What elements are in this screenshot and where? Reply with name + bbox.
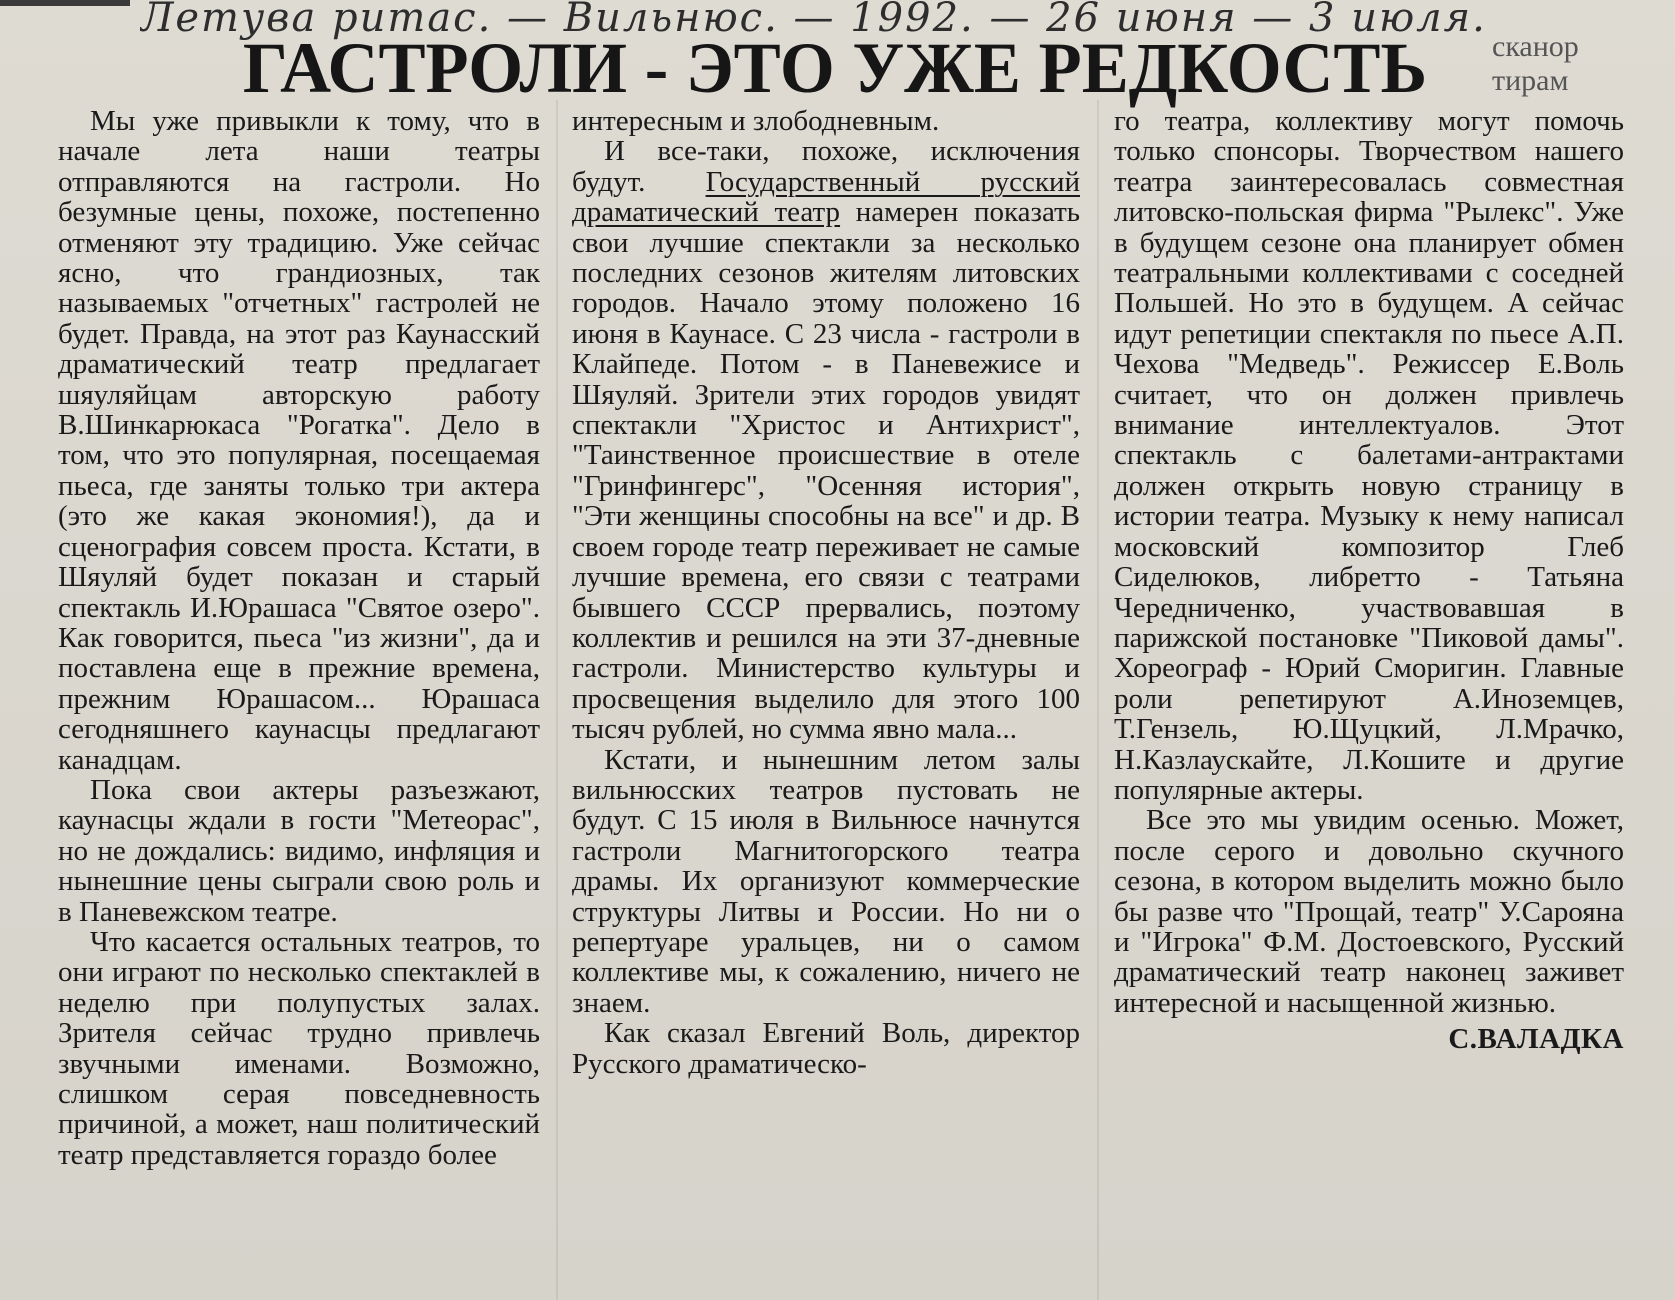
handwritten-source-note: Летува ритас. — Вильнюс. — 1992. — 26 июня — 3 июля. [140, 0, 1487, 40]
paragraph: Все это мы увидим осенью. Может, после серого и довольно скучного сезона, в котором выделить можно было бы разве что "Прощай, театр" У.Сарояна и "Игрока" Ф.М. Достоевского, Русский драматический театр наконец заживет интересной и насыщенной жизнью. [1114, 804, 1624, 1019]
underlined-theatre-name: Государственный русский драматический театр [572, 165, 1080, 229]
paragraph: Мы уже привыкли к тому, что в начале лета наши театры отправляются на гастроли. Но безумные цены, похоже, постепенно отменяют эту традицию. Уже сейчас ясно, что грандиозных, так называемых "отчетных" гастролей не будет. Правда, на этот раз Каунасский драматический театр предлагает шяуляйцам авторскую работу В.Шинкарюкаса "Рогатка". Дело в том, что это популярная, посещаемая пьеса, где заняты только три актера (это же какая экономия!), да и сценография совсем проста. Кстати, в Шяуляй будет показан и старый спектакль И.Юрашаса "Святое озеро". Как говорится, пьеса "из жизни", да и поставлена еще в прежние времена, прежним Юрашасом... Юрашаса сегодняшнего каунасцы предлагают канадцам. [58, 106, 540, 776]
fragment-line: тирам [1492, 64, 1569, 97]
paragraph-continuation: го театра, коллективу могут помочь только спонсоры. Творчеством нашего театра заинтересовалась совместная литовско-польская фирма "Рылекс". Уже в будущем сезоне она планирует обмен театральными коллективами с соседней Польшей. Но это в будущем. А сейчас идут репетиции спектакля по пьесе А.П. Чехова "Медведь". Режиссер Е.Воль считает, что он должен привлечь внимание интеллектуалов. Этот спектакль с балетами-антрактами должен открыть новую страницу в истории театра. Музыку к нему написал московский композитор Глеб Сиделюков, либретто - Татьяна Чередниченко, участвовавшая в парижской постановке "Пиковой дамы". Хореограф - Юрий Сморигин. Главные роли репетируют А.Иноземцев, Т.Гензель, Ю.Щуцкий, Л.Мрачко, Н.Казлаускайте, Л.Кошите и другие популярные актеры. [1114, 106, 1624, 806]
article-column-2 [572, 106, 1080, 1296]
article-headline: ГАСТРОЛИ - ЭТО УЖЕ РЕДКОСТЬ [242, 28, 1428, 108]
article-column-1 [58, 106, 540, 1296]
paragraph-continuation: интересным и злободневным. [572, 106, 940, 137]
author-signature: С.ВАЛАДКА [1448, 1023, 1624, 1056]
paragraph: Кстати, и нынешним летом залы вильнюсских театров пустовать не будут. С 15 июля в Вильнюсе начнутся гастроли Магнитогорского театра драмы. Их организуют коммерческие структуры Литвы и России. Но ни о репертуаре уральцев, ни о самом коллективе мы, к сожалению, ничего не знаем. [572, 743, 1080, 1019]
text-run: И все-таки, похоже, исключения будут. [572, 135, 1080, 198]
paragraph [572, 136, 1080, 744]
column-gutter [1097, 100, 1099, 1300]
fragment-line: сканор [1492, 30, 1579, 63]
paragraph: Пока свои актеры разъезжают, каунасцы ждали в гости "Метеорас", но не дождались: видимо, инфляция и нынешние цены сыграли свою роль и в Паневежском театре. [58, 773, 540, 928]
paragraph: Что касается остальных театров, то они играют по несколько спектаклей в неделю при полупустых залах. Зрителя сейчас трудно привлечь звучными именами. Возможно, слишком серая повседневность причиной, а может, наш политический театр представляется гораздо более [58, 925, 540, 1171]
article-column-3 [1114, 106, 1624, 1296]
clipping-edge-mark [0, 0, 130, 6]
text-run: намерен показать свои лучшие спектакли за несколько последних сезонов жителям литовских городов. Начало этому положено 16 июня в Каунасе. С 23 числа - гастроли в Клайпеде. Потом - в Паневежисе и Шяуляй. Зрители этих городов увидят спектакли "Христос и Антихрист", "Таинственное происшествие в отеле "Гринфингерс", "Осенняя история", "Эти женщины способны на все" и др. В своем городе театр переживает не самые лучшие времена, его связи с театрами бывшего СССР прервались, поэтому коллектив и решился на эти 37-дневные гастроли. Министерство культуры и просвещения выделило для этого 100 тысяч рублей, но сумма явно мала... [572, 196, 1080, 746]
paragraph: Как сказал Евгений Воль, директор Русского драматическо- [572, 1017, 1080, 1080]
column-gutter [556, 100, 558, 1300]
